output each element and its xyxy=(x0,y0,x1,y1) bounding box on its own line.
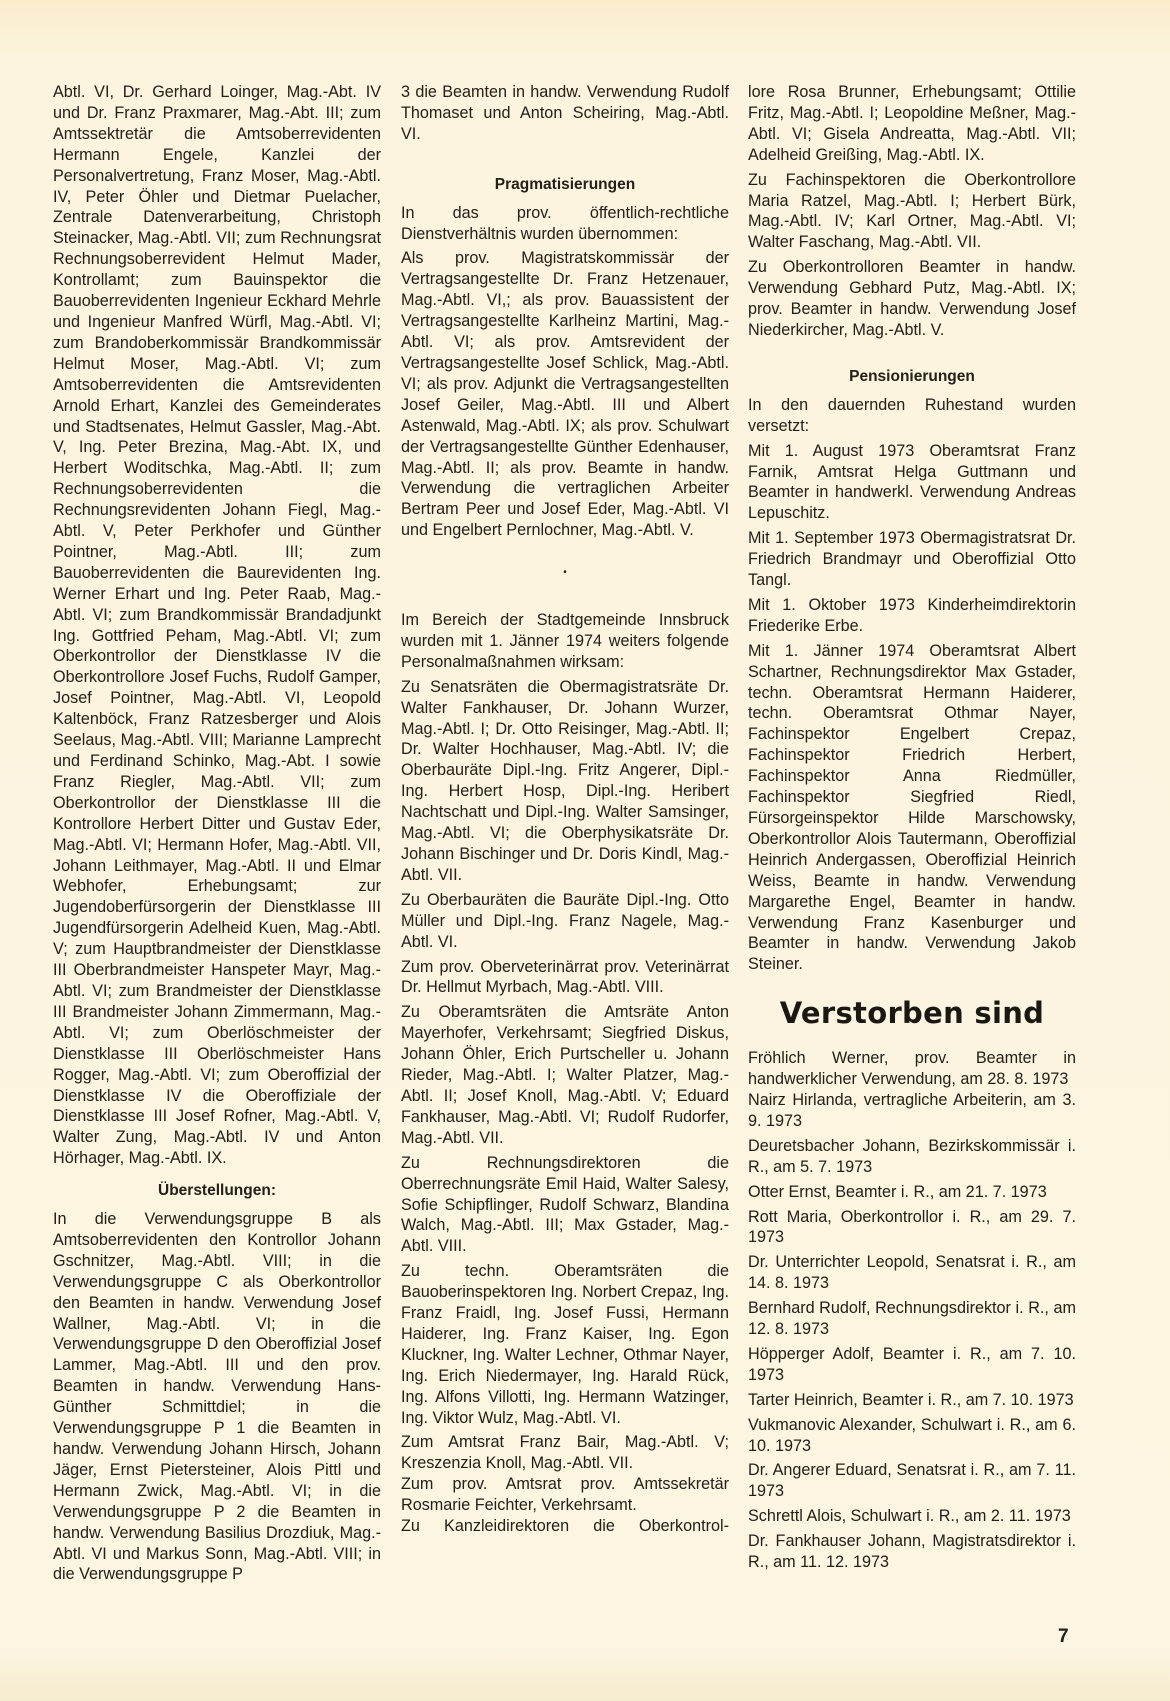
pensionierungen-jaenner: Mit 1. Jänner 1974 Oberamtsrat Albert Schartner, Rechnungsdirektor Max Gstader, techn. Oberamtsrat Hermann Haiderer, techn. Oberamtsrat Othmar Nayer, Fachinspektor Engelbert Crepaz, Fachinspektor Friedrich Herbert, Fachinspektor Anna Riedmüller, Fachinspektor Siegfried Riedl, Fürsorgeinspektor Hilde Marschowsky, Oberkontrollor Alois Tautermann, Oberoffizial Heinrich Andergassen, Oberoffizial Heinrich Weiss, Beamte in handw. Verwendung Margarethe Engel, Beamter in handw. Verwendung Franz Kasenburger und Beamter in handw. Verwendung Jakob Steiner. xyxy=(748,641,1076,974)
deceased-entry: Tarter Heinrich, Beamter i. R., am 7. 10. 1973 xyxy=(748,1390,1074,1409)
heading-verstorben-sind: Verstorben sind xyxy=(779,996,1045,1031)
section-separator: • xyxy=(563,567,567,579)
innsbruck-oberbauraete: Zu Oberbauräten die Bauräte Dipl.-Ing. Otto Müller und Dipl.-Ing. Franz Nagele, Mag.-Abtl. VI. xyxy=(401,890,729,951)
pensionierungen-oktober: Mit 1. Oktober 1973 Kinderheimdirektorin Friederike Erbe. xyxy=(748,595,1076,635)
deceased-entry: Schrettl Alois, Schulwart i. R., am 2. 11. 1973 xyxy=(748,1507,1071,1526)
pensionierungen-september: Mit 1. September 1973 Obermagistratsrat Dr. Friedrich Brandmayr und Oberoffizial Otto Tangl. xyxy=(748,529,1076,590)
innsbruck-oberveterinaerrat: Zum prov. Oberveterinärrat prov. Veterinärrat Dr. Hellmut Myrbach, Mag.-Abtl. VIII. xyxy=(401,957,729,997)
innsbruck-oberamtsraete: Zu Oberamtsräten die Amtsräte Anton Mayerhofer, Verkehrsamt; Siegfried Diskus, Johann Öhler, Erich Purtscheller u. Johann Rieder, Mag.-Abtl. I; Walter Platzer, Mag.-Abtl. II; Josef Knoll, Mag.-Abtl. V; Eduard Fankhauser, Mag.-Abtl. VI; Rudolf Rudorfer, Mag.-Abtl. VII. xyxy=(401,1003,729,1147)
innsbruck-senatsraete: Zu Senatsräten die Obermagistratsräte Dr. Walter Fankhauser, Dr. Johann Wurzer, Mag.-Abtl. I; Dr. Otto Reisinger, Mag.-Abtl. II; Dr. Walter Hochhauser, Mag.-Abtl. IV; die Oberbauräte Dipl.-Ing. Fritz Angerer, Dipl.-Ing. Herbert Hosp, Dipl.-Ing. Heribert Nachtschatt und Dipl.-Ing. Walter Samsinger, Mag.-Abtl. VI; die Oberphysikatsräte Dr. Johann Bischinger und Dr. Doris Kindl, Mag.-Abtl. VII. xyxy=(401,677,729,884)
deceased-entry: Fröhlich Werner, prov. Beamter in handwerklicher Verwendung, am 28. 8. 1973 xyxy=(748,1049,1076,1089)
deceased-entry: Nairz Hirlanda, vertragliche Arbeiterin, am 3. 9. 1973 xyxy=(748,1090,1076,1130)
innsbruck-intro: Im Bereich der Stadtgemeinde Innsbruck wurden mit 1. Jänner 1974 weiters folgende Personalmaßnahmen wirksam: xyxy=(401,611,729,671)
deceased-entry: Deuretsbacher Johann, Bezirkskommissär i. R., am 5. 7. 1973 xyxy=(748,1136,1076,1176)
deceased-entry: Rott Maria, Oberkontrollor i. R., am 29. 7. 1973 xyxy=(748,1207,1076,1247)
deceased-list xyxy=(748,1048,1076,1573)
oberkontrollore: Zu Oberkontrolloren Beamter in handw. Verwendung Gebhard Putz, Mag.-Abtl. IX; prov. Beamter in handw. Verwendung Josef Niederkircher, Mag.-Abtl. V. xyxy=(748,258,1076,339)
innsbruck-prov-amtsrat: Zum prov. Amtsrat prov. Amtssekretär Rosmarie Feichter, Verkehrsamt. xyxy=(401,1475,729,1515)
ueberstellungen-text: In die Verwendungsgruppe B als Amtsoberrevidenten den Kontrollor Johann Gschnitzer, Mag.-Abtl. VIII; in die Verwendungsgruppe C als Oberkontrollor den Beamten in handw. Verwendung Josef Wallner, Mag.-Abtl. VI; in die Verwendungsgruppe D den Oberoffizial Josef Lammer, Mag.-Abtl. III und den prov. Beamten in handw. Verwendung Hans-Günther Schmittdiel; in die Verwendungsgruppe P 1 die Beamten in handw. Verwendung Johann Hirsch, Johann Jäger, Ernst Pietersteiner, Alois Pittl und Hermann Zwick, Mag.-Abtl. VI; in die Verwendungsgruppe P 2 die Beamten in handw. Verwendung Basilius Drozdiuk, Mag.-Abtl. VI und Markus Sonn, Mag.-Abtl. VIII; in die Verwendungsgruppe P xyxy=(53,1210,381,1584)
kanzleidirektoren-continuation: lore Rosa Brunner, Erhebungsamt; Ottilie Fritz, Mag.-Abtl. I; Leopoldine Meßner, Mag.-Abtl. VI; Gisela Andreatta, Mag.-Abtl. VII; Adelheid Greißing, Mag.-Abtl. IX. xyxy=(748,83,1076,164)
deceased-entry: Dr. Unterrichter Leopold, Senatsrat i. R., am 14. 8. 1973 xyxy=(748,1253,1076,1293)
heading-pensionierungen: Pensionierungen xyxy=(849,367,975,385)
pragmatisierungen-text: Als prov. Magistratskommissär der Vertragsangestellte Dr. Franz Hetzenauer, Mag.-Abtl. VI,; als prov. Bauassistent der Vertragsangestellte Karlheinz Martini, Mag.-Abtl. VI; als prov. Amtsrevident der Vertragsangestellte Josef Schlick, Mag.-Abtl. VI; als prov. Adjunkt die Vertragsangestellten Josef Geiler, Mag.-Abtl. III und Albert Astenwald, Mag.-Abtl. IX; als prov. Schulwart der Vertragsangestellte Günther Edenhauser, Mag.-Abtl. II; als prov. Beamte in handw. Verwendung die vertraglichen Arbeiter Bertram Peer und Josef Eder, Mag.-Abtl. VI und Engelbert Pernlochner, Mag.-Abtl. V. xyxy=(401,249,729,540)
deceased-entry: Höpperger Adolf, Beamter i. R., am 7. 10. 1973 xyxy=(748,1344,1076,1384)
innsbruck-rechnungsdirektoren: Zu Rechnungsdirektoren die Oberrechnungsräte Emil Haid, Walter Salesy, Sofie Schipflinger, Rudolf Schwarz, Blandina Walch, Mag.-Abtl. III; Max Gstader, Mag.-Abtl. VIII. xyxy=(401,1153,729,1256)
pensionierungen-august: Mit 1. August 1973 Oberamtsrat Franz Farnik, Amtsrat Helga Guttmann und Beamter in handwerkl. Verwendung Andreas Lepuschitz. xyxy=(748,441,1076,523)
promotions-continuation: Abtl. VI, Dr. Gerhard Loinger, Mag.-Abt. IV und Dr. Franz Praxmarer, Mag.-Abt. III; zum Amtssektretär die Amtsoberrevidenten Hermann Engele, Kanzlei der Personalvertretung, Franz Moser, Mag.-Abtl. IV, Peter Öhler und Dietmar Puelacher, Zentrale Datenverarbeitung, Christoph Steinacker, Mag.-Abtl. VII; zum Rechnungsrat Rechnungsoberrevident Helmut Mader, Kontrollamt; zum Bauinspektor die Bauoberrevidenten Ingenieur Eckhard Mehrle und Ingenieur Manfred Würfl, Mag.-Abtl. VI; zum Brandoberkommissär Brandkommissär Helmut Moser, Mag.-Abtl. VI; zum Amtsoberrevidenten die Amtsrevidenten Arnold Erhart, Kanzlei des Gemeinderates und Stadtsenates, Helmut Gassler, Mag.-Abt. V, Ing. Peter Brezina, Mag.-Abt. IX, und Herbert Woditschka, Mag.-Abtl. II; zum Rechnungsoberrevidenten die Rechnungsrevidenten Johann Fiegl, Mag.-Abtl. V, Peter Perkhofer und Günther Pointner, Mag.-Abtl. III; zum Bauoberrevidenten die Baurevidenten Ing. Werner Erhart und Ing. Peter Raab, Mag.-Abtl. VI; zum Brandkommissär Brandadjunkt Ing. Gottfried Peham, Mag.-Abtl. VI; zum Oberkontrollor der Dienstklasse IV die Oberkontrollore Josef Fuchs, Rudolf Gamper, Josef Pointner, Mag.-Abtl. VI, Leopold Kaltenböck, Franz Ratzesberger und Alois Seelaus, Mag.-Abtl. VIII; Marianne Lamprecht und Ferdinand Schinko, Mag.-Abt. I sowie Franz Riegler, Mag.-Abtl. VII; zum Oberkontrollor der Dienstklasse III die Kontrollore Herbert Ditter und Gustav Eder, Mag.-Abtl. VI; Hermann Hofer, Mag.-Abtl. VII, Johann Leithmayer, Mag.-Abtl. II und Elmar Webhofer, Erhebungsamt; zur Jugendoberfürsorgerin der Dienstklasse III Jugendfürsorgerin Adelheid Kuen, Mag.-Abtl. V; zum Hauptbrandmeister der Dienstklasse III Oberbrandmeister Hanspeter Mayr, Mag.-Abtl. VI; zum Brandmeister der Dienstklasse III Brandmeister Johann Zimmermann, Mag.-Abtl. VI; zum Oberlöschmeister der Dienstklasse III Oberlöschmeister Hans Rogger, Mag.-Abtl. VI; zum Oberoffizial der Dienstklasse IV die Oberoffiziale der Dienstklasse III Josef Rofner, Mag.-Abtl. V, Walter Zung, Mag.-Abtl. IV und Anton Hörhager, Mag.-Abtl. IX. xyxy=(53,83,381,1168)
pragmatisierungen-intro: In das prov. öffentlich-rechtliche Dienstverhältnis wurden übernommen: xyxy=(401,203,729,243)
column-2 xyxy=(401,82,729,1537)
heading-pragmatisierungen: Pragmatisierungen xyxy=(494,175,636,193)
fachinspektoren: Zu Fachinspektoren die Oberkontrollore Maria Ratzel, Mag.-Abtl. I; Herbert Bürk, Mag.-Abtl. IV; Karl Ortner, Mag.-Abtl. VI; Walter Faschang, Mag.-Abtl. VII. xyxy=(748,170,1076,252)
innsbruck-amtsrat: Zum Amtsrat Franz Bair, Mag.-Abtl. V; Kreszenzia Knoll, Mag.-Abtl. VII. xyxy=(401,1433,729,1473)
heading-ueberstellungen: Überstellungen: xyxy=(158,1182,276,1200)
innsbruck-kanzleidirektoren: Zu Kanzleidirektoren die Oberkontrol- xyxy=(401,1517,729,1536)
deceased-entry: Dr. Angerer Eduard, Senatsrat i. R., am 7. 11. 1973 xyxy=(748,1461,1076,1501)
ueberstellungen-continuation: 3 die Beamten in handw. Verwendung Rudolf Thomaset und Anton Scheiring, Mag.-Abtl. VI. xyxy=(401,83,729,143)
pensionierungen-intro: In den dauernden Ruhestand wurden versetzt: xyxy=(748,395,1076,435)
innsbruck-techn-oberamtsraete: Zu techn. Oberamtsräten die Bauoberinspektoren Ing. Norbert Crepaz, Ing. Franz Fraidl, Ing. Josef Fussi, Hermann Haiderer, Ing. Franz Kaiser, Ing. Egon Kluckner, Ing. Walter Lechner, Othmar Nayer, Ing. Erich Niedermayer, Ing. Harald Rück, Ing. Alfons Villotti, Ing. Hermann Watzinger, Ing. Viktor Wulz, Mag.-Abtl. VI. xyxy=(401,1262,729,1427)
deceased-entry: Vukmanovic Alexander, Schulwart i. R., am 6. 10. 1973 xyxy=(748,1415,1076,1455)
page-number: 7 xyxy=(1058,1626,1069,1647)
column-1 xyxy=(53,82,381,1589)
deceased-entry: Bernhard Rudolf, Rechnungsdirektor i. R., am 12. 8. 1973 xyxy=(748,1299,1076,1339)
deceased-entry: Dr. Fankhauser Johann, Magistratsdirektor i. R., am 11. 12. 1973 xyxy=(748,1532,1076,1572)
deceased-entry: Otter Ernst, Beamter i. R., am 21. 7. 1973 xyxy=(748,1182,1047,1201)
column-3 xyxy=(748,82,1076,1577)
